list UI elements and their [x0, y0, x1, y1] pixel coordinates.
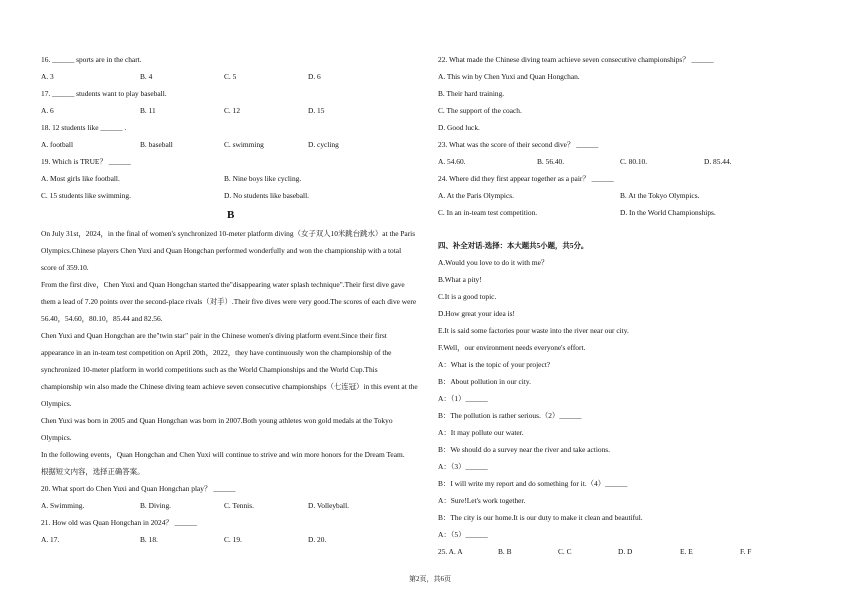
dialogue-line: B：The city is our home.It is our duty to make it clean and beautiful. — [438, 513, 643, 522]
passage-line: synchronized 10-meter platform in world competitions such as the World Championships and the World Cup.This — [41, 365, 378, 374]
q23-option-c: C. 80.10. — [620, 157, 648, 166]
passage-line: 56.40，54.60，80.10，85.44 and 82.56. — [41, 314, 163, 323]
choice-item: B.What a pity! — [438, 275, 482, 284]
passage-instruction: 根据短文内容，选择正确答案。 — [41, 467, 145, 476]
question-21-stem: 21. How old was Quan Hongchan in 2024？ ______ — [41, 518, 197, 527]
question-22-stem: 22. What made the Chinese diving team achieve seven consecutive championships？ ______ — [438, 55, 714, 64]
q24-option-b: B. At the Tokyo Olympics. — [620, 191, 700, 200]
q20-option-d: D. Volleyball. — [308, 501, 349, 510]
dialogue-line: A：（1）______ — [438, 394, 488, 403]
question-16-stem: 16. ______ sports are in the chart. — [41, 55, 142, 64]
q21-option-d: D. 20. — [308, 535, 327, 544]
q24-option-a: A. At the Paris Olympics. — [438, 191, 514, 200]
q25-option-a: 25. A. A — [438, 547, 463, 556]
q18-option-a: A. football — [41, 140, 74, 149]
q20-option-a: A. Swimming. — [41, 501, 85, 510]
q22-option-b: B. Their hard training. — [438, 89, 505, 98]
dialogue-line: B：About pollution in our city. — [438, 377, 531, 386]
passage-line: Chen Yuxi and Quan Hongchan are the"twin star" pair in the Chinese women's diving platform event.Since their first — [41, 331, 387, 340]
dialogue-line: B：The pollution is rather serious.（2）______ — [438, 411, 582, 420]
q21-option-a: A. 17. — [41, 535, 60, 544]
q25-option-f: F. F — [740, 547, 752, 556]
q23-option-a: A. 54.60. — [438, 157, 466, 166]
passage-line: On July 31st，2024，in the final of women's synchronized 10-meter platform diving（女子双人10米跳台跳水）at the Paris — [41, 229, 416, 238]
section-b-heading: B — [227, 209, 235, 221]
passage-line: Olympics. — [41, 433, 72, 442]
dialogue-line: A：It may pollute our water. — [438, 428, 524, 437]
q19-option-d: D. No students like baseball. — [224, 191, 309, 200]
passage-line: Chen Yuxi was born in 2005 and Quan Hongchan was born in 2007.Both young athletes won gold medals at the Tokyo — [41, 416, 393, 425]
question-20-stem: 20. What sport do Chen Yuxi and Quan Hongchan play？ ______ — [41, 484, 236, 493]
passage-line: In the following events，Quan Hongchan and Chen Yuxi will continue to strive and win more honors for the Dream Team. — [41, 450, 405, 459]
question-24-stem: 24. Where did they first appear together as a pair？ ______ — [438, 174, 614, 183]
question-17-stem: 17. ______ students want to play baseball. — [41, 89, 167, 98]
q16-option-a: A. 3 — [41, 72, 54, 81]
q17-option-c: C. 12 — [224, 106, 241, 115]
question-18-stem: 18. 12 students like ______ . — [41, 123, 127, 132]
passage-line: appearance in an in-team test competition on April 20th，2022，they have continuously won the championship of the — [41, 348, 392, 357]
q21-option-b: B. 18. — [140, 535, 158, 544]
q18-option-b: B. baseball — [140, 140, 173, 149]
page-number-footer: 第2页，共6页 — [409, 575, 451, 583]
dialogue-line: A：（5）______ — [438, 530, 488, 539]
q17-option-a: A. 6 — [41, 106, 54, 115]
q24-option-c: C. In an in-team test competition. — [438, 208, 538, 217]
q16-option-c: C. 5 — [224, 72, 237, 81]
q20-option-c: C. Tennis. — [224, 501, 254, 510]
choice-item: E.It is said some factories pour waste into the river near our city. — [438, 326, 629, 335]
q19-option-c: C. 15 students like swimming. — [41, 191, 131, 200]
passage-line: From the first dive，Chen Yuxi and Quan Hongchan started the"disappearing water splash technique".Their first dive gave — [41, 280, 405, 289]
q18-option-d: D. cycling — [308, 140, 339, 149]
passage-line: them a lead of 7.20 points over the second-place rivals（对手）.Their five dives were very good.The scores of each dive were — [41, 297, 417, 306]
q22-option-d: D. Good luck. — [438, 123, 480, 132]
choice-item: D.How great your idea is! — [438, 309, 515, 318]
question-19-stem: 19. Which is TRUE？ ______ — [41, 157, 131, 166]
q25-option-c: C. C — [558, 547, 572, 556]
q17-option-d: D. 15 — [308, 106, 325, 115]
passage-line: Olympics.Chinese players Chen Yuxi and Quan Hongchan performed wonderfully and won the championship with a total — [41, 246, 402, 255]
q19-option-a: A. Most girls like football. — [41, 174, 120, 183]
q18-option-c: C. swimming — [224, 140, 264, 149]
dialogue-line: B：I will write my report and do something for it.（4）______ — [438, 479, 628, 488]
section-4-title: 四、补全对话-选择：本大题共5小题，共5分。 — [438, 241, 589, 250]
q17-option-b: B. 11 — [140, 106, 156, 115]
q19-option-b: B. Nine boys like cycling. — [224, 174, 302, 183]
q22-option-c: C. The support of the coach. — [438, 106, 522, 115]
q25-option-b: B. B — [498, 547, 512, 556]
dialogue-line: A：Sure!Let's work together. — [438, 496, 526, 505]
dialogue-line: B：We should do a survey near the river and take actions. — [438, 445, 611, 454]
passage-line: score of 359.10. — [41, 263, 89, 272]
q16-option-b: B. 4 — [140, 72, 153, 81]
q24-option-d: D. In the World Championships. — [620, 208, 716, 217]
q16-option-d: D. 6 — [308, 72, 321, 81]
q21-option-c: C. 19. — [224, 535, 242, 544]
q22-option-a: A. This win by Chen Yuxi and Quan Hongchan. — [438, 72, 580, 81]
choice-item: A.Would you love to do it with me？ — [438, 258, 549, 267]
passage-line: Olympics. — [41, 399, 72, 408]
dialogue-line: A：（3）______ — [438, 462, 488, 471]
q23-option-d: D. 85.44. — [704, 157, 732, 166]
dialogue-line: A：What is the topic of your project? — [438, 360, 551, 369]
passage-line: championship win also made the Chinese diving team achieve seven consecutive championships（七连冠）in this event at the — [41, 382, 418, 391]
choice-item: C.It is a good topic. — [438, 292, 497, 301]
q25-option-e: E. E — [680, 547, 693, 556]
q23-option-b: B. 56.40. — [537, 157, 565, 166]
q25-option-d: D. D — [618, 547, 633, 556]
q20-option-b: B. Diving. — [140, 501, 172, 510]
choice-item: F.Well，our environment needs everyone's effort. — [438, 343, 586, 352]
question-23-stem: 23. What was the score of their second dive？ ______ — [438, 140, 599, 149]
